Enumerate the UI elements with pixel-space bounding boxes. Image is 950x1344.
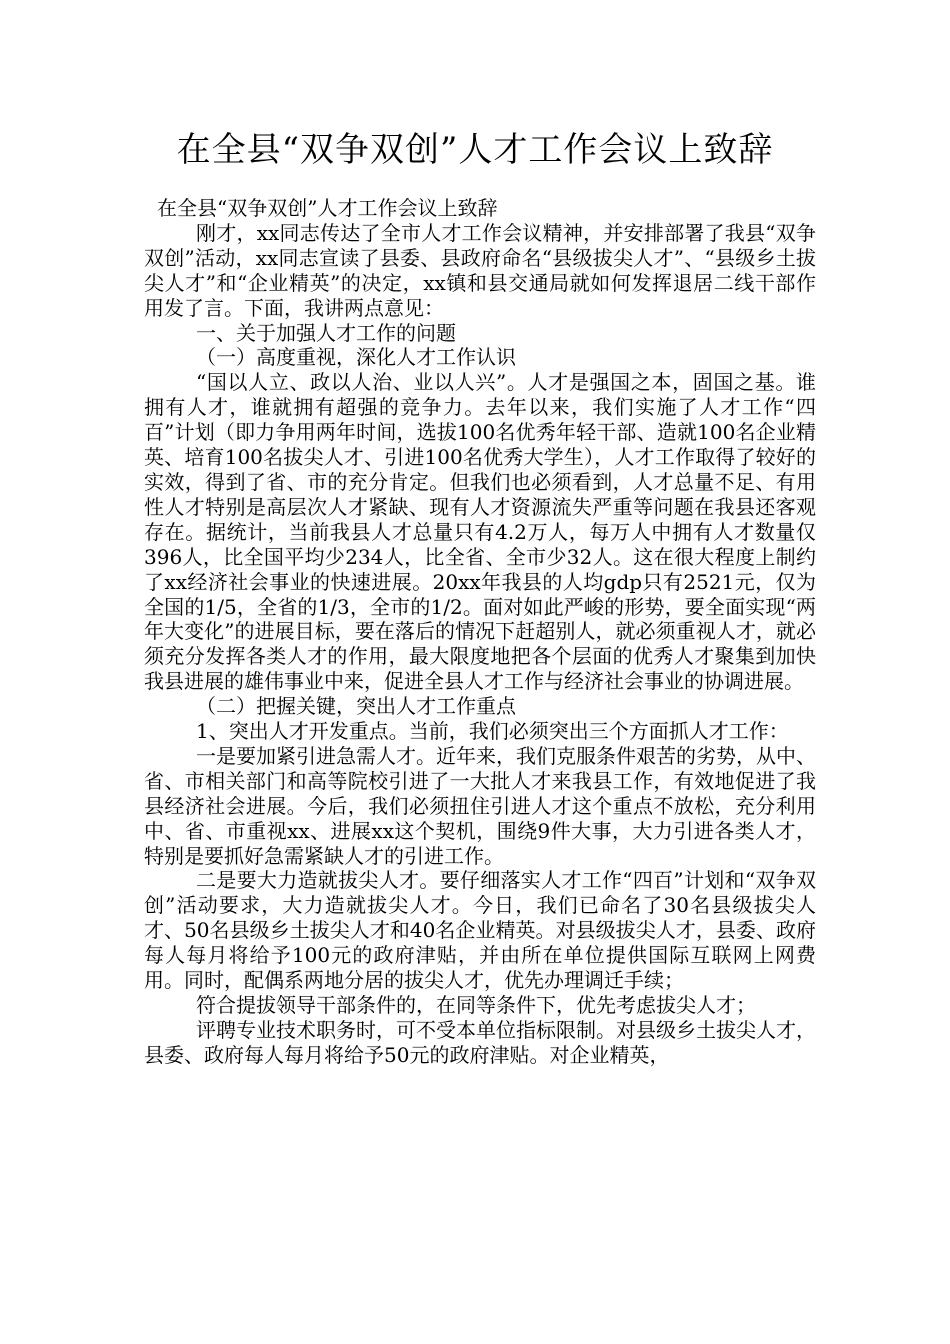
section-heading-1: 一、关于加强人才工作的问题 <box>196 320 456 345</box>
document-body <box>144 196 816 1068</box>
subsection-heading-2: （二）把握关键，突出人才工作重点 <box>196 694 516 719</box>
body-paragraph: 符合提拔领导干部条件的，在同等条件下，优先考虑拔尖人才； <box>196 993 756 1017</box>
intro-paragraph: 刚才，xx同志传达了全市人才工作会议精神，并安排部署了我县“双争双创”活动，xx同志宣读了县委、县政府命名“县级拔尖人才”、“县级乡土拔尖人才”和“企业精英”的决定，xx镇和县交通局就如何发挥退居二线干部作用发了言。下面，我讲两点意见： <box>144 220 816 320</box>
body-paragraph: 一是要加紧引进急需人才。近年来，我们克服条件艰苦的劣势，从中、省、市相关部门和高等院校引进了一大批人才来我县工作，有效地促进了我县经济社会进展。今后，我们必须扭住引进人才这个重点不放松，充分利用中、省、市重视xx、进展xx这个契机，围绕9件大事，大力引进各类人才，特别是要抓好急需紧缺人才的引进工作。 <box>144 743 816 868</box>
document-title: 在全县“双争双创”人才工作会议上致辞 <box>176 130 774 170</box>
body-paragraph: 评聘专业技术职务时，可不受本单位指标限制。对县级乡土拔尖人才，县委、政府每人每月将给予50元的政府津贴。对企业精英， <box>144 1017 816 1067</box>
body-paragraph: 二是要大力造就拔尖人才。要仔细落实人才工作“四百”计划和“双争双创”活动要求，大力造就拔尖人才。今日，我们已命名了30名县级拔尖人才、50名县级乡土拔尖人才和40名企业精英。对县级拔尖人才，县委、政府每人每月将给予100元的政府津贴，并由所在单位提供国际互联网上网费用。同时，配偶系两地分居的拔尖人才，优先办理调迁手续； <box>144 868 816 993</box>
subtitle-paragraph: 在全县“双争双创”人才工作会议上致辞 <box>157 196 498 220</box>
body-paragraph: 1、突出人才开发重点。当前，我们必须突出三个方面抓人才工作： <box>196 719 789 744</box>
subsection-heading-1: （一）高度重视，深化人才工作认识 <box>196 345 516 370</box>
body-paragraph: “国以人立、政以人治、业以人兴”。人才是强国之本，固国之基。谁拥有人才，谁就拥有超强的竞争力。去年以来，我们实施了人才工作“四百”计划（即力争用两年时间，选拔100名优秀年轻干部、造就100名企业精英、培育100名拔尖人才、引进100名优秀大学生），人才工作取得了较好的实效，得到了省、市的充分肯定。但我们也必须看到，人才总量不足、有用性人才特别是高层次人才紧缺、现有人才资源流失严重等问题在我县还客观存在。据统计，当前我县人才总量只有4.2万人，每万人中拥有人才数量仅396人，比全国平均少234人，比全省、全市少32人。这在很大程度上制约了xx经济社会事业的快速进展。20xx年我县的人均gdp只有2521元，仅为全国的1/5，全省的1/3，全市的1/2。面对如此严峻的形势，要全面实现“两年大变化”的进展目标，要在落后的情况下赶超别人，就必须重视人才，就必须充分发挥各类人才的作用，最大限度地把各个层面的优秀人才聚集到加快我县进展的雄伟事业中来，促进全县人才工作与经济社会事业的协调进展。 <box>144 370 816 694</box>
